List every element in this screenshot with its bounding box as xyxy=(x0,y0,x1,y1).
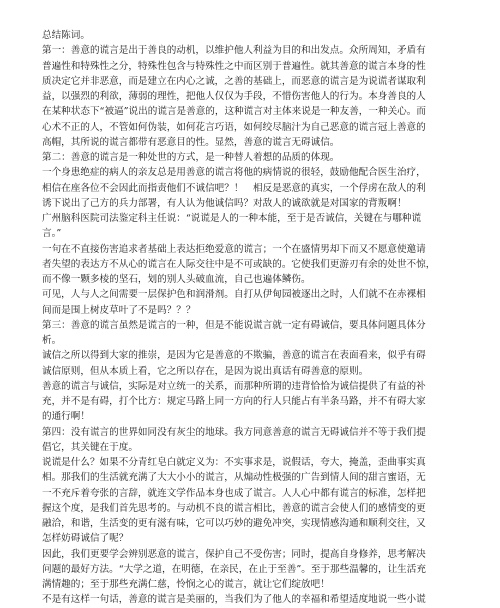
text-line: 善意的谎言与诚信，实际是对立统一的关系，而那种所谓的违背恰恰为诚信提供了有益的补 xyxy=(42,380,426,392)
text-line: 第四：没有谎言的世界如同没有灰尘的地球。我方同意善意的谎言无碍诚信并不等于我们提 xyxy=(42,426,426,438)
text-line: 普遍性和特殊性之分，特殊性包含与特殊性之中而区别于普遍性。就其善意的谎言本身的性 xyxy=(42,60,426,72)
text-line: 第二：善意的谎言是一种处世的方式，是一种替人着想的品质的体现。 xyxy=(42,152,340,163)
text-line: 相信在座各位不会因此而指责他们不诚信吧？！ 相反是恶意的真实，一个俘虏在敌人的利 xyxy=(42,182,426,194)
text-line: 充，并不是有碍，打个比方：规定马路上同一方向的行人只能占有半条马路，并不有碍大家 xyxy=(42,396,426,407)
text-line: 相。那我们的生活就充满了大大小小的谎言，从煽动性极强的广告到情人间的甜言蜜语，无 xyxy=(42,472,426,484)
text-line: 一个身患绝症的病人的亲友总是用善意的谎言将他的病情说的很轻，鼓励他配合医生治疗， xyxy=(42,167,426,179)
text-line: 第一：善意的谎言是出于善良的动机，以维护他人利益为目的和出发点。众所周知，矛盾有 xyxy=(42,45,426,57)
text-line: 第三：善意的谎言虽然是谎言的一种，但是不能说谎言就一定有碍诚信，要具体问题具体分 xyxy=(42,319,426,331)
text-line: 一句在不直接伤害追求者基础上表达拒绝爱意的谎言；一个在盛情男却下而又不愿意使邀请 xyxy=(42,243,426,255)
text-line: 的通行啊！ xyxy=(42,411,90,423)
text-line: 不是有这样一句话，善意的谎言是美丽的，当我们为了他人的幸福和希望适度地说一些小谎 xyxy=(42,594,426,606)
text-line: 诚信原则，但从本质上看，它之所以存在，是因为说出真话有碍善意的原则。 xyxy=(42,365,369,377)
text-line: 握这个度，是我们首先思考的。与动机不良的谎言相比，善意的谎言会使人们的感情变的更 xyxy=(42,502,426,514)
text-line: 言。” xyxy=(42,228,62,240)
text-line: 高帽，其所说的谎言都带有恶意目的性。显然，善意的谎言无碍诚信。 xyxy=(42,136,340,148)
text-line: 者失望的表达方不从心的谎言在人际交往中是不可或缺的。它使我们更游刃有余的处世不惊， xyxy=(42,258,436,270)
text-line: 总结陈词。 xyxy=(42,30,90,41)
text-line: 满情趣的；至于那些充满仁慈，怜悯之心的谎言，就让它们绽放吧！ xyxy=(42,579,330,590)
text-line: 在某种状态下“被逼”说出的谎言是善意的，这种谎言对主体来说是一种友善，一种关心。而 xyxy=(42,106,426,118)
text-line: 因此，我们更要学会辨别恶意的谎言，保护自己不受伤害；同时，提高自身修养，思考解决 xyxy=(42,548,426,560)
text-line: 怎样妨碍诚信了呢？ xyxy=(42,533,129,545)
text-line: 心术不正的人，不管如何伪装，如何花言巧语，如何绞尽脑汁为自己恶意的谎言冠上善意的 xyxy=(42,121,426,133)
text-line: 问题的最好方法。“大学之道，在明德，在亲民，在止于至善”。至于那些温馨的，让生活充 xyxy=(42,563,426,575)
document-body xyxy=(42,28,474,606)
text-line: 间而是围上树皮草叶了不是吗？？？ xyxy=(42,304,196,316)
text-line: 可见，人与人之间需要一层保护色和润滑剂。自打从伊甸园被逐出之时，人们就不在赤裸相 xyxy=(42,289,426,301)
text-line: 析。 xyxy=(42,335,62,346)
text-line: 而不像一颗多棱的坚石，划的别人头破血流，自己也遍体鳞伤。 xyxy=(42,274,311,285)
text-line: 融洽，和谐，生活变的更有滋有味，它可以巧妙的避免冲突，实现情感沟通和顺利交往，又 xyxy=(42,518,426,529)
text-line: 一不充斥着夸张的言辞，就连文学作品本身也成了谎言。人人心中都有谎言的标准，怎样把 xyxy=(42,487,426,499)
text-line: 诚信之所以得到大家的推崇，是因为它是善意的不欺骗，善意的谎言在表面看来，似乎有碍 xyxy=(42,350,426,362)
text-line: 倡它，其关键在于度。 xyxy=(42,441,138,453)
text-line: 说谎是什么？如果不分青红皂白就定义为：不实事求是，说假话，夸大，掩盖，歪曲事实真 xyxy=(42,457,426,468)
text-line: 质决定它并非恶意，而是建立在内心之诚，之善的基础上，而恶意的谎言是为说谎者谋取利 xyxy=(42,75,426,87)
text-line: 益，以强烈的利欲，薄弱的理性，把他人仅仅为手段，不惜伤害他人的行为。本身善良的人 xyxy=(42,91,426,102)
text-line: 广州脑科医院司法鉴定科主任说：“说谎是人的一种本能，至于是否诚信，关键在与哪种谎 xyxy=(42,213,422,224)
text-line: 诱下说出了己方的兵力部署，有人认为他诚信吗？对敌人的诚欲就是对国家的背叛啊！ xyxy=(42,197,407,209)
